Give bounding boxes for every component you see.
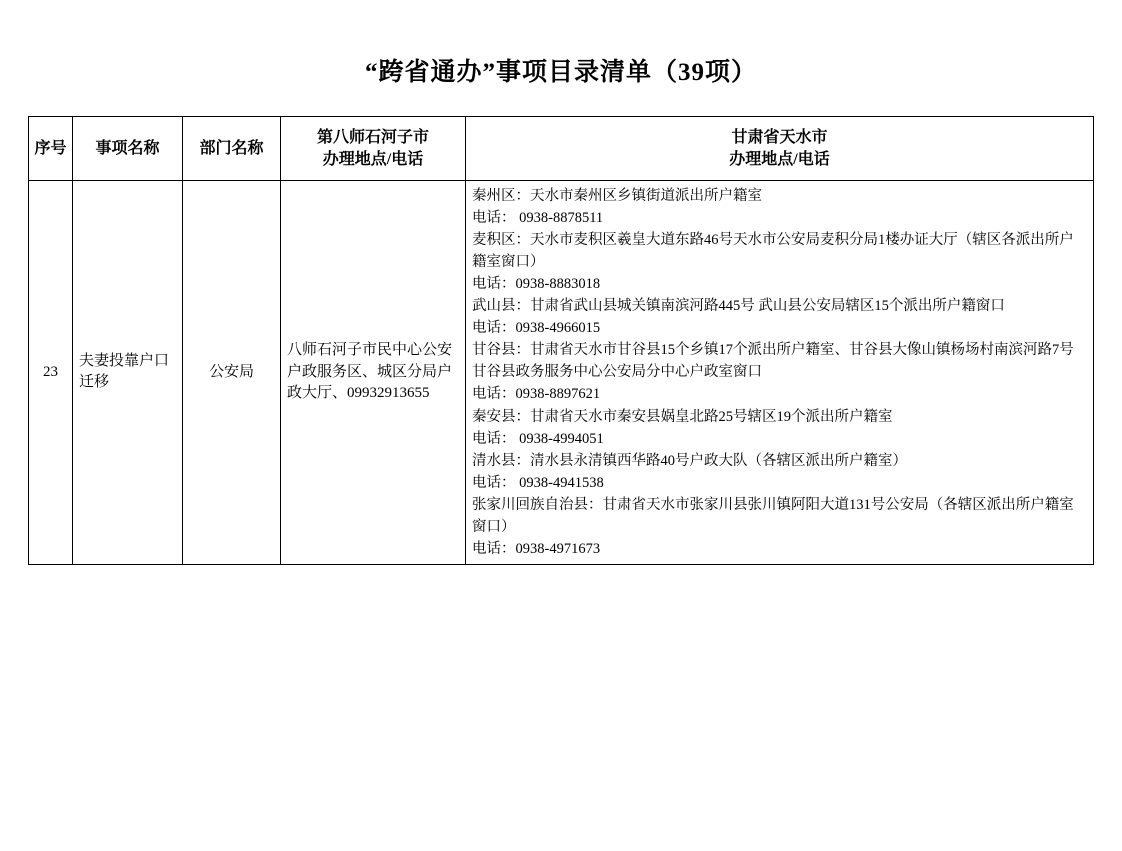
gansu-location-lines	[472, 185, 1087, 560]
column-header-department: 部门名称	[183, 117, 281, 181]
cell-gansu-location	[466, 181, 1094, 565]
gansu-location-line: 电话：0938-4966015	[472, 320, 601, 337]
cell-department: 公安局	[183, 181, 281, 565]
gansu-location-line: 电话： 0938-8878511	[472, 210, 604, 227]
cross-province-items-table	[28, 116, 1094, 565]
column-header-item-name: 事项名称	[73, 117, 183, 181]
column-header-gansu	[466, 117, 1094, 181]
column-header-shihezi-line1: 第八师石河子市	[316, 129, 429, 146]
gansu-location-line: 秦州区：天水市秦州区乡镇街道派出所户籍室	[472, 188, 762, 205]
gansu-location-line: 电话：0938-8897621	[472, 386, 601, 403]
gansu-location-line: 甘谷县：甘肃省天水市甘谷县15个乡镇17个派出所户籍室、甘谷县大像山镇杨场村南滨河路7号甘谷县政务服务中心公安局分中心户政室窗口	[472, 342, 1074, 381]
table-header	[29, 117, 1094, 181]
cell-item-name: 夫妻投靠户口迁移	[73, 181, 183, 565]
gansu-location-line: 电话： 0938-4994051	[472, 430, 604, 447]
column-header-gansu-line2: 办理地点/电话	[729, 150, 830, 168]
column-header-shihezi-line2: 办理地点/电话	[322, 150, 424, 168]
cell-no: 23	[29, 181, 73, 565]
gansu-location-line: 电话：0938-8883018	[472, 276, 601, 293]
column-header-no: 序号	[29, 117, 73, 181]
page-title: “跨省通办”事项目录清单（39项）	[364, 59, 757, 86]
table-header-row	[29, 117, 1094, 181]
column-header-gansu-line1: 甘肃省天水市	[731, 129, 828, 146]
gansu-location-line: 电话：0938-4971673	[472, 540, 601, 557]
gansu-location-line: 清水县：清水县永清镇西华路40号户政大队（各辖区派出所户籍室）	[472, 452, 907, 469]
table-body	[29, 181, 1094, 565]
gansu-location-line: 麦积区：天水市麦积区羲皇大道东路46号天水市公安局麦积分局1楼办证大厅（辖区各派出所户籍室窗口）	[472, 232, 1074, 271]
table-container	[28, 116, 1094, 565]
table-row	[29, 181, 1094, 565]
gansu-location-line: 电话： 0938-4941538	[472, 474, 604, 491]
gansu-location-line: 秦安县：甘肃省天水市秦安县娲皇北路25号辖区19个派出所户籍室	[472, 408, 893, 425]
gansu-location-line: 张家川回族自治县：甘肃省天水市张家川县张川镇阿阳大道131号公安局（各辖区派出所户籍室窗口）	[472, 496, 1074, 535]
cell-shihezi-location: 八师石河子市民中心公安户政服务区、城区分局户政大厅、09932913655	[281, 181, 466, 565]
gansu-location-line: 武山县：甘肃省武山县城关镇南滨河路445号 武山县公安局辖区15个派出所户籍窗口	[472, 298, 1005, 315]
document-page	[0, 58, 1122, 851]
column-header-shihezi	[281, 117, 466, 181]
